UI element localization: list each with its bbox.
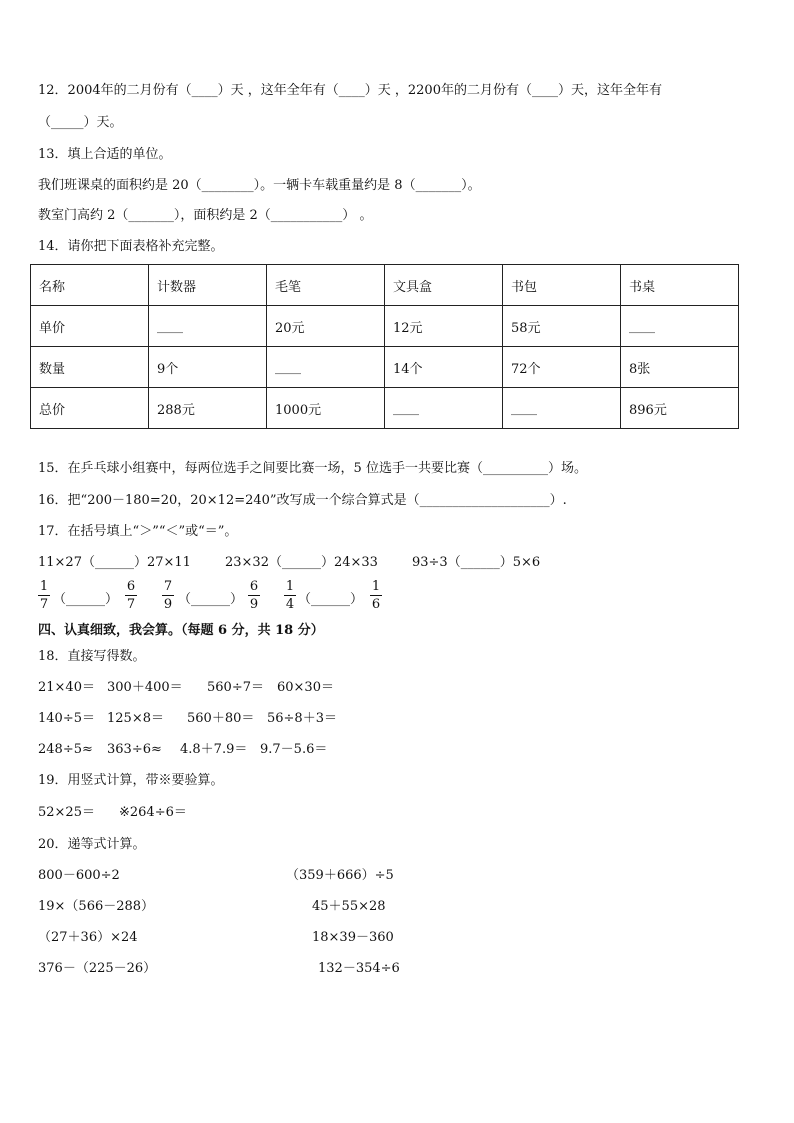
calc-item: 4.8＋7.9＝ [180, 742, 248, 757]
table-cell: 总价 [31, 388, 149, 429]
q13-line2: 教室门高约 2（_______），面积约是 2（___________） 。 [38, 208, 373, 223]
fraction-denominator: 4 [285, 597, 295, 612]
calc-item: 60×30＝ [277, 680, 334, 695]
fraction-numerator: 1 [285, 579, 295, 594]
step-calc-item: 19×（566－288） [38, 899, 155, 914]
table-cell: 20元 [267, 306, 385, 347]
table-row [31, 306, 739, 347]
table-cell: 12元 [385, 306, 503, 347]
compare-blank: （______） [178, 592, 244, 607]
calc-item: 300＋400＝ [107, 680, 183, 695]
calc-item: 248÷5≈ [38, 742, 93, 757]
step-calc-item: （27＋36）×24 [38, 930, 138, 945]
q17-compare-3: 93÷3（______）5×6 [412, 555, 541, 570]
table-cell: 288元 [149, 388, 267, 429]
table-cell: 书桌 [621, 265, 739, 306]
q13-line1: 我们班课桌的面积约是 20（________）。一辆卡车载重量约是 8（_______）。 [38, 178, 481, 193]
step-calc-item: 800－600÷2 [38, 868, 120, 883]
fraction-numerator: 1 [371, 579, 381, 594]
table-cell: 14个 [385, 347, 503, 388]
step-calc-item: 132－354÷6 [318, 961, 400, 976]
calc-item: 560＋80＝ [187, 711, 255, 726]
price-table [30, 264, 739, 429]
fraction-denominator: 7 [39, 597, 49, 612]
table-cell: 数量 [31, 347, 149, 388]
table-cell: 8张 [621, 347, 739, 388]
fraction [248, 580, 260, 612]
table-cell: ____ [503, 388, 621, 429]
fraction-denominator: 9 [249, 597, 259, 612]
fraction [284, 580, 296, 612]
calc-item: 140÷5＝ [38, 711, 95, 726]
table-cell: 58元 [503, 306, 621, 347]
section-heading: 四、认真细致，我会算。（每题 6 分，共 18 分） [38, 623, 324, 638]
fraction-denominator: 6 [371, 597, 381, 612]
table-row [31, 265, 739, 306]
table-cell: 毛笔 [267, 265, 385, 306]
table-cell: ____ [621, 306, 739, 347]
calc-item: 21×40＝ [38, 680, 95, 695]
fraction-numerator: 1 [39, 579, 49, 594]
table-cell: 计数器 [149, 265, 267, 306]
q18-title: 18．直接写得数。 [38, 649, 146, 664]
fraction-numerator: 6 [249, 579, 259, 594]
step-calc-item: 18×39－360 [312, 930, 394, 945]
step-calc-item: 45＋55×28 [312, 899, 386, 914]
q14-title: 14．请你把下面表格补充完整。 [38, 239, 224, 254]
q12-line1: 12．2004年的二月份有（____）天 ，这年全年有（____）天 ，2200年的二月份有（____）天，这年全年有 [38, 83, 662, 98]
q17-compare-1: 11×27（______）27×11 [38, 555, 191, 570]
fraction-numerator: 7 [163, 579, 173, 594]
table-cell: ____ [385, 388, 503, 429]
calc-item: 560÷7＝ [207, 680, 264, 695]
q19-title: 19．用竖式计算，带※要验算。 [38, 773, 224, 788]
q17-title: 17．在括号填上“＞”“＜”或“＝”。 [38, 524, 238, 539]
table-cell: 1000元 [267, 388, 385, 429]
step-calc-item: 376－（225－26） [38, 961, 157, 976]
fraction [38, 580, 50, 612]
fraction-denominator: 7 [126, 597, 136, 612]
q15-text: 15．在乒乓球小组赛中，每两位选手之间要比赛一场，5 位选手一共要比赛（__________）场。 [38, 461, 587, 476]
q13-title: 13．填上合适的单位。 [38, 147, 172, 162]
compare-blank: （______） [298, 592, 364, 607]
table-cell: ____ [149, 306, 267, 347]
calc-item: 125×8＝ [107, 711, 164, 726]
table-row [31, 388, 739, 429]
table-cell: 896元 [621, 388, 739, 429]
table-cell: 72个 [503, 347, 621, 388]
vertical-calc-item: 52×25＝ [38, 805, 95, 820]
table-cell: 名称 [31, 265, 149, 306]
q12-line2: （_____）天。 [38, 115, 123, 130]
vertical-calc-item: ※264÷6＝ [119, 805, 187, 820]
fraction [162, 580, 174, 612]
step-calc-item: （359＋666）÷5 [286, 868, 394, 883]
fraction [370, 580, 382, 612]
fraction [125, 580, 137, 612]
fraction-numerator: 6 [126, 579, 136, 594]
table-cell: 9个 [149, 347, 267, 388]
table-row [31, 347, 739, 388]
q17-compare-2: 23×32（______）24×33 [225, 555, 378, 570]
table-cell: ____ [267, 347, 385, 388]
table-cell: 书包 [503, 265, 621, 306]
calc-item: 9.7－5.6＝ [260, 742, 328, 757]
calc-item: 363÷6≈ [107, 742, 162, 757]
q20-title: 20．递等式计算。 [38, 837, 146, 852]
compare-blank: （______） [53, 592, 119, 607]
calc-item: 56÷8＋3＝ [267, 711, 337, 726]
fraction-denominator: 9 [163, 597, 173, 612]
table-cell: 单价 [31, 306, 149, 347]
table-cell: 文具盒 [385, 265, 503, 306]
q16-text: 16．把“200－180=20，20×12=240”改写成一个综合算式是（____________________）. [38, 493, 567, 508]
